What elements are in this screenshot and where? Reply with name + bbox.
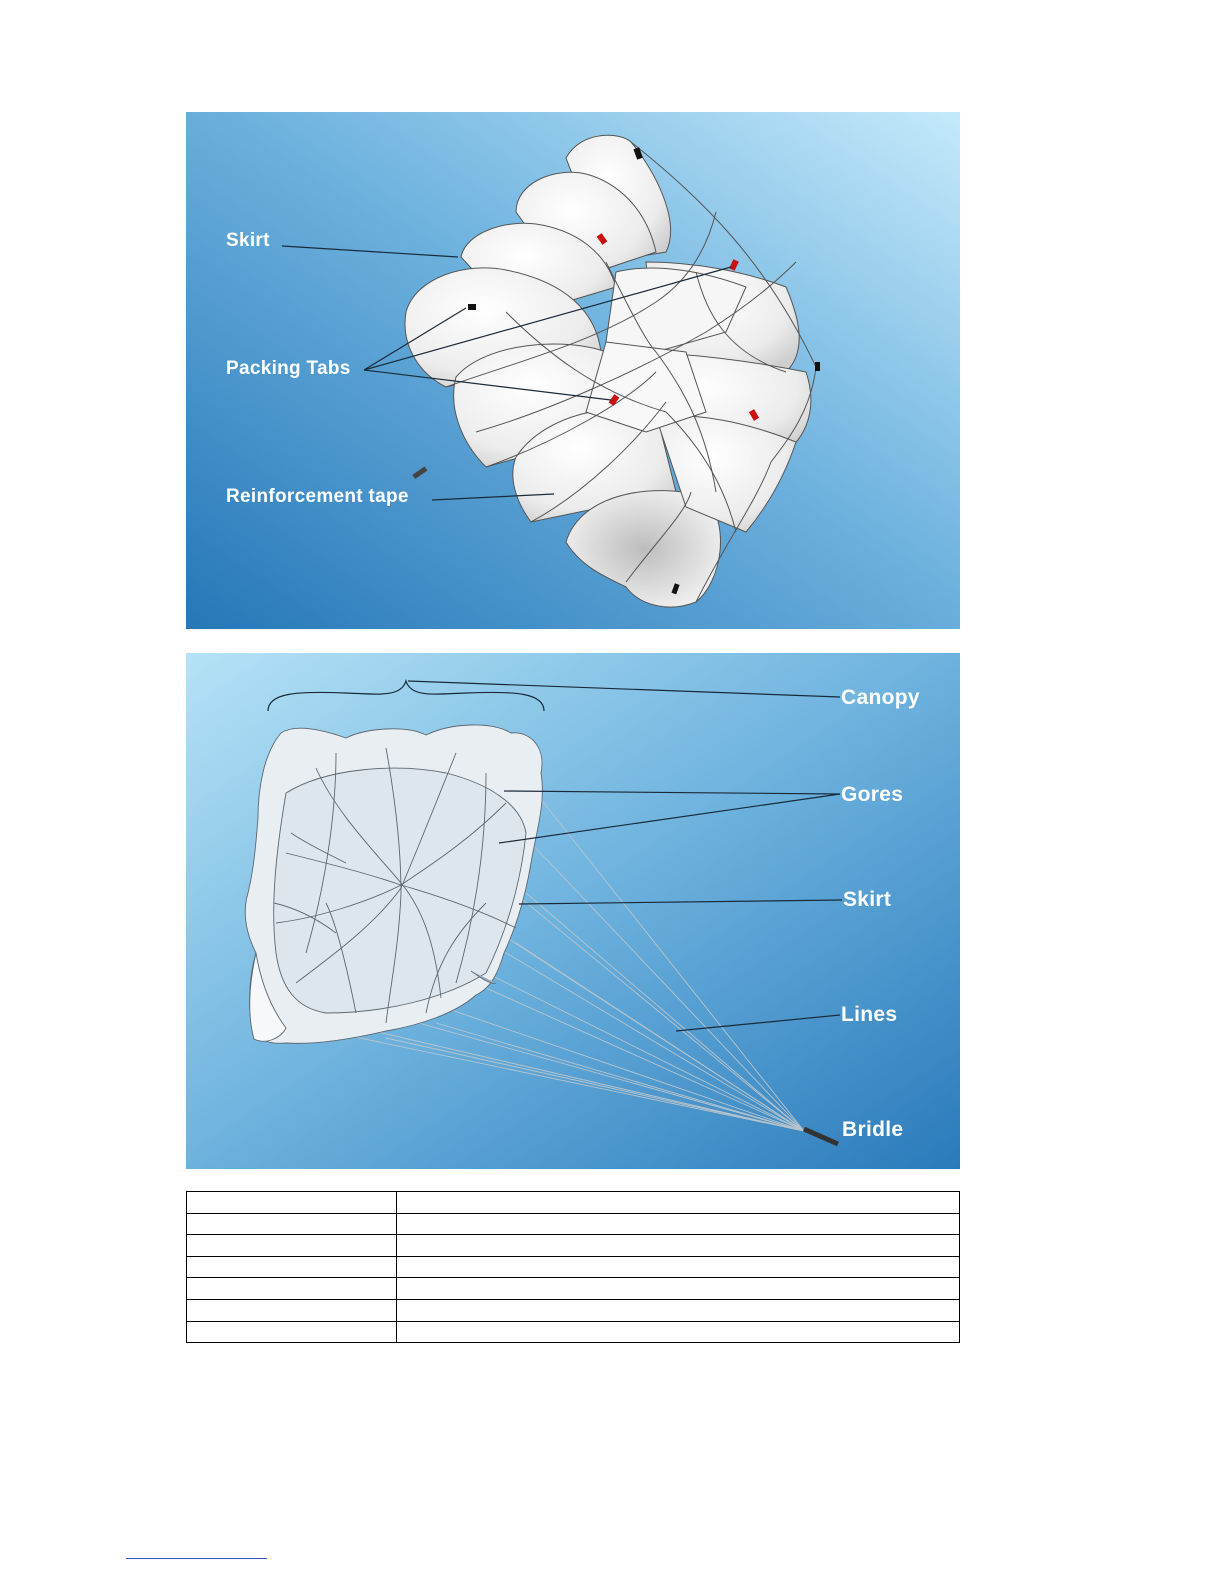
table-cell (187, 1235, 397, 1257)
table-body (187, 1192, 960, 1343)
label-packing-tabs: Packing Tabs (226, 358, 351, 379)
parachute-side-view-illustration (186, 653, 960, 1169)
table-row (187, 1235, 960, 1257)
table-cell (397, 1321, 960, 1343)
label-skirt: Skirt (843, 888, 892, 911)
label-reinforcement-tape: Reinforcement tape (226, 486, 409, 507)
table-row (187, 1321, 960, 1343)
table-cell (397, 1213, 960, 1235)
label-lines: Lines (841, 1003, 898, 1026)
label-canopy: Canopy (841, 686, 920, 709)
footnote-separator (126, 1558, 267, 1559)
table-cell (187, 1278, 397, 1300)
table-cell (397, 1192, 960, 1214)
parachute-top-view-illustration (186, 112, 960, 629)
blank-table (186, 1191, 960, 1343)
table-row (187, 1299, 960, 1321)
table-row (187, 1278, 960, 1300)
table-cell (397, 1235, 960, 1257)
table-row (187, 1213, 960, 1235)
table-cell (187, 1321, 397, 1343)
label-skirt: Skirt (226, 230, 270, 251)
table-cell (397, 1278, 960, 1300)
label-gores: Gores (841, 783, 904, 806)
label-bridle: Bridle (842, 1118, 904, 1141)
table-cell (187, 1256, 397, 1278)
table-cell (187, 1213, 397, 1235)
table-cell (187, 1299, 397, 1321)
table-row (187, 1256, 960, 1278)
table-cell (397, 1299, 960, 1321)
table-cell (187, 1192, 397, 1214)
table-row (187, 1192, 960, 1214)
table-cell (397, 1256, 960, 1278)
